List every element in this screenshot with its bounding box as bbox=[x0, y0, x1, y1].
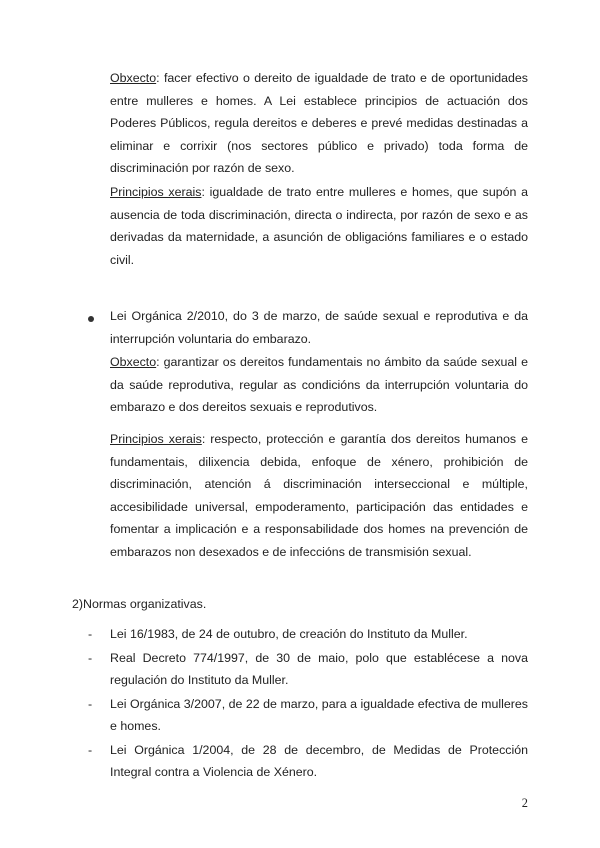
principios-label: Principios xerais bbox=[110, 185, 202, 199]
bullet-dot-icon bbox=[88, 316, 94, 322]
dash-icon: - bbox=[88, 650, 93, 665]
section-title: 2)Normas organizativas. bbox=[72, 597, 207, 611]
principios-text: : respecto, protección e garantía dos dereitos humanos e fundamentais, dilixencia debida, enfoque de xénero, prohibición de discriminación, atención á discriminación interseccional e múltiple, accesibilidade universal, empoderamento, participación das entidades e fomentar a implicación e a responsabilidade dos homes na prevención de embarazos non desexados e de infeccións de transmisión sexual. bbox=[110, 432, 528, 559]
organizational-norms-list bbox=[88, 623, 528, 785]
obxecto-paragraph-1 bbox=[110, 67, 528, 180]
law-title-2-2010: Lei Orgánica 2/2010, do 3 de marzo, de saúde sexual e reprodutiva e da interrupción voluntaria do embarazo. bbox=[110, 309, 528, 346]
list-item bbox=[88, 693, 528, 738]
principios-paragraph-2 bbox=[110, 428, 528, 563]
page-number: 2 bbox=[521, 796, 528, 810]
list-item bbox=[88, 647, 528, 692]
obxecto-text: : garantizar os dereitos fundamentais no ámbito da saúde sexual e da saúde reprodutiva, regular as condicións da interrupción voluntaria do embarazo e dos dereitos sexuais e reprodutivos. bbox=[110, 355, 528, 414]
dash-icon: - bbox=[88, 742, 93, 757]
dash-icon: - bbox=[88, 627, 93, 641]
obxecto-text: : facer efectivo o dereito de igualdade de trato e de oportunidades entre mulleres e homes. A Lei establece principios de actuación dos Poderes Públicos, regula dereitos e deberes e prevé medidas destinadas a eliminar e corrixir (nos sectores público e privado) toda forma de discriminación por razón de sexo. bbox=[110, 71, 528, 175]
list-item bbox=[88, 739, 528, 784]
principios-label: Principios xerais bbox=[110, 432, 202, 446]
list-item-text: Lei Orgánica 3/2007, de 22 de marzo, para a igualdade efectiva de mulleres e homes. bbox=[110, 696, 528, 733]
list-item bbox=[88, 623, 528, 646]
obxecto-label: Obxecto bbox=[110, 71, 157, 85]
list-item-text: Real Decreto 774/1997, de 30 de maio, polo que establécese a nova regulación do Instituto da Muller. bbox=[110, 650, 528, 687]
principios-paragraph-1 bbox=[110, 181, 528, 271]
dash-icon: - bbox=[88, 696, 93, 711]
obxecto-label: Obxecto bbox=[110, 355, 157, 369]
list-item-text: Lei 16/1983, de 24 de outubro, de creación do Instituto da Muller. bbox=[110, 627, 468, 641]
principios-text: : igualdade de trato entre mulleres e homes, que supón a ausencia de toda discriminación, directa o indirecta, por razón de sexo e as derivadas da maternidade, a asunción de obligacións familiares e o estado civil. bbox=[110, 185, 528, 267]
obxecto-paragraph-2 bbox=[110, 351, 528, 419]
list-item-text: Lei Orgánica 1/2004, de 28 de decembro, de Medidas de Protección Integral contra a Violencia de Xénero. bbox=[110, 742, 528, 779]
